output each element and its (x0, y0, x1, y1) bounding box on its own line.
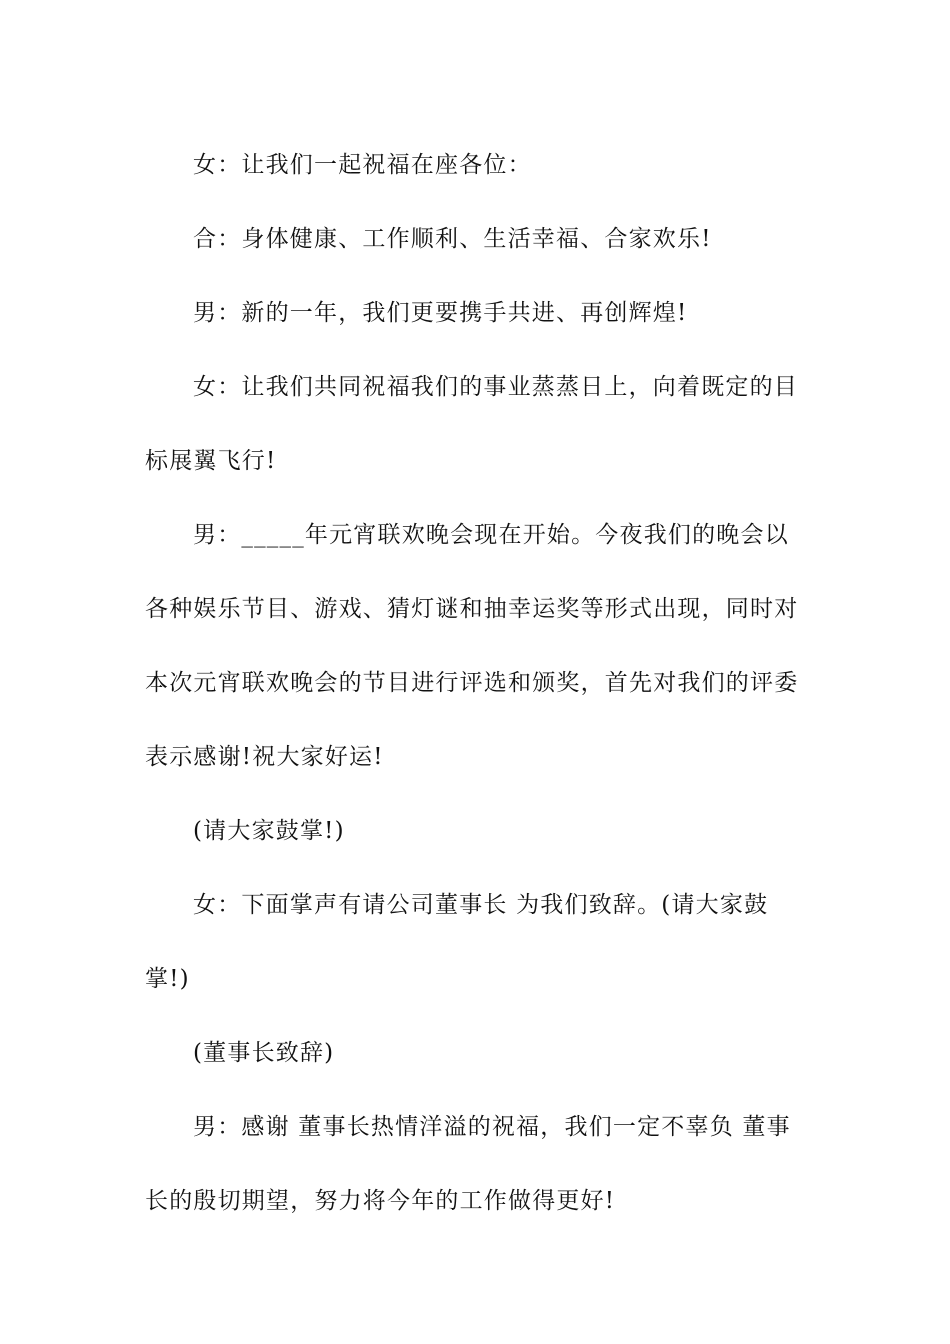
paragraph: 女：让我们共同祝福我们的事业蒸蒸日上，向着既定的目标展翼飞行! (145, 374, 798, 474)
paragraph: 女：让我们一起祝福在座各位： (193, 152, 532, 178)
paragraph: 男：新的一年，我们更要携手共进、再创辉煌! (193, 300, 688, 326)
paragraph: 女：下面掌声有请公司董事长 为我们致辞。(请大家鼓掌!) (145, 892, 769, 992)
document-body (145, 128, 810, 1238)
paragraph: 男：_____年元宵联欢晚会现在开始。今夜我们的晚会以各种娱乐节目、游戏、猜灯谜和抽幸运奖等形式出现，同时对本次元宵联欢晚会的节目进行评选和颁奖，首先对我们的评委表示感谢!祝大家好运! (145, 522, 799, 770)
paragraph: (请大家鼓掌!) (193, 818, 345, 844)
paragraph: 男：感谢 董事长热情洋溢的祝福，我们一定不辜负 董事长的殷切期望，努力将今年的工作做得更好! (145, 1114, 791, 1214)
paragraph: (董事长致辞) (193, 1040, 335, 1066)
paragraph: 合：身体健康、工作顺利、生活幸福、合家欢乐! (193, 226, 712, 252)
